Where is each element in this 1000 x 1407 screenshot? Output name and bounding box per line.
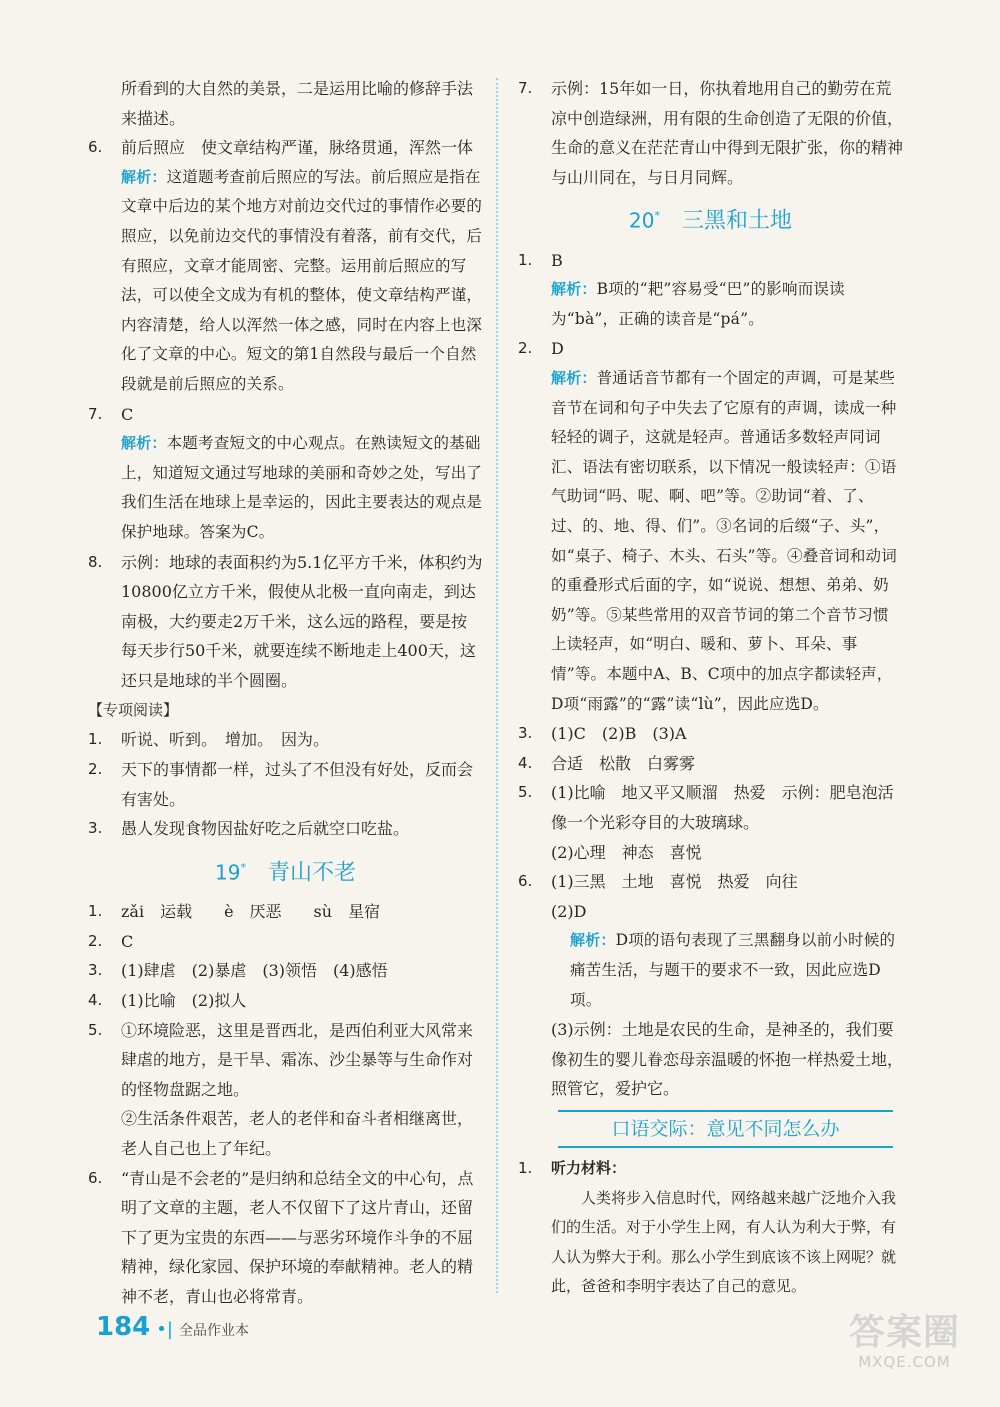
analysis-7 — [88, 429, 483, 547]
analysis-text: 这道题考查前后照应的写法。前后照应是指在文章中后边的某个地方对前边交代过的事情作必要的照应，以免前边交代的事情没有着落，前有交代，后有照应，文章才能周密、完整。运用前后照应的写法，可以使全文成为有机的整体，使文章结构严谨，内容清楚，给人以浑然一体之感，同时在内容上也深化了文章的中心。短文的第1自然段与最后一个自然段就是前后照应的关系。 — [121, 167, 483, 393]
lesson-20-title: 20* 三黑和土地 — [629, 208, 792, 234]
l20-analysis-2: 解析：普通话音节都有一个固定的声调，可是某些音节在词和句子中失去了它原有的声调，读成一种轻轻的调子，这就是轻声。普通话多数轻声同词汇、语法有密切联系，以下情况一般读轻声：①语气助词“吗、呢、啊、吧”等。②助词“着、了、过、的、地、得、们”。③名词的后缀“子、头”，如“桌子、椅子、木头、石头”等。④叠音词和动词的重叠形式后面的字，如“说说、想想、弟弟、奶奶”等。⑤某些常用的双音节词的第二个音节习惯上读轻声，如“明白、暖和、萝卜、耳朵、事情”等。本题中A、B、C项中的加点字都读轻声，D项“雨露”的“露”读“lù”，因此应选D。 — [551, 369, 897, 713]
l20-analysis-1: 解析：B项的“耙”容易受“巴”的影响而误读为“bà”，正确的读音是“pá”。 — [551, 280, 845, 328]
analysis-tag: 解析： — [121, 167, 167, 186]
l20-answer-2: 2. D — [518, 339, 564, 359]
l20-answer-6: 6. (1)三黑 土地 喜悦 热爱 向往 (2)D 解析：D项的语句表现了三黑翻身以前小时候的痛苦生活，与题干的要求不一致，因此应选D项。 (3)示例：土地是农民的生命，是神圣的，我们要像初生的婴儿眷恋母亲温暖的怀抱一样热爱土地，照管它，爱护它。 — [518, 872, 904, 1099]
analysis-6 — [88, 163, 483, 400]
separator-icon: •| — [156, 1319, 173, 1340]
special-answer-3: 3. 愚人发现食物因盐好吃之后就空口吃盐。 — [88, 819, 410, 839]
oral-answer-1: 1. 听力材料： 人类将步入信息时代，网络越来越广泛地介入我们的生活。对于小学生上网，有人认为利大于弊，有人认为弊大于利。那么小学生到底该不该上网呢？就此，爸爸和李明宇表达了自己的意见。 — [518, 1154, 903, 1302]
l19-answer-4: 4. (1)比喻 (2)拟人 — [88, 990, 247, 1010]
page-number: 184 — [96, 1312, 151, 1342]
book-name: 全品作业本 — [178, 1323, 249, 1339]
watermark-url: MXQE.COM — [858, 1353, 951, 1371]
analysis-tag: 解析： — [121, 434, 167, 453]
section-special-reading: 【专项阅读】 — [88, 701, 179, 720]
answer-text: C — [121, 404, 134, 424]
column-divider — [496, 78, 498, 1293]
answer-8 — [88, 548, 483, 696]
analysis-text: 本题考查短文的中心观点。在熟读短文的基础上，知道短文通过写地球的美丽和奇妙之处，写出了我们生活在地球上是幸运的，因此主要表达的观点是保护地球。答案为C。 — [121, 434, 483, 541]
answer-7-right: 7. 示例：15年如一日，你执着地用自己的勤劳在荒凉中创造绿洲，用有限的生命创造了无限的价值，生命的意义在茫茫青山中得到无限扩张，你的精神与山川同在，与日月同辉。 — [518, 79, 904, 187]
lesson-19-title: 19* 青山不老 — [215, 860, 356, 886]
l20-answer-4: 4. 合适 松散 白雾雾 — [518, 753, 696, 773]
answer-text: 示例：地球的表面积约为5.1亿平方千米，体积约为10800亿立方千米，假使从北极一直向南走，到达南极，大约要走2万千米，这么远的路程，要是按每天步行50千米，就要连续不断地走上400天，这还只是地球的半个圆圈。 — [121, 552, 483, 690]
special-answer-2: 2. 天下的事情都一样，过头了不但没有好处，反而会有害处。 — [88, 760, 474, 809]
l20-answer-3: 3. (1)C (2)B (3)A — [518, 724, 687, 744]
listening-material-label: 听力材料： — [551, 1158, 627, 1177]
oral-communication-title: 口语交际：意见不同怎么办 — [558, 1110, 893, 1148]
answer-number: 7. — [88, 404, 103, 423]
q5-continuation: 所看到的大自然的美景，二是运用比喻的修辞手法来描述。 — [121, 79, 474, 128]
right-column — [518, 74, 903, 1302]
answer-number: 8. — [88, 552, 103, 571]
answer-6 — [88, 133, 483, 163]
l19-answer-1: 1. zǎi 运载 è 厌恶 sù 星宿 — [88, 902, 381, 922]
l19-answer-3: 3. (1)肆虐 (2)暴虐 (3)领悟 (4)感悟 — [88, 961, 388, 981]
answer-7 — [88, 400, 483, 430]
l20-answer-1: 1. B — [518, 250, 563, 270]
special-answer-1: 1. 听说、听到。 增加。 因为。 — [88, 730, 330, 750]
answer-number: 6. — [88, 138, 103, 157]
watermark — [849, 1313, 960, 1371]
listening-material-text: 人类将步入信息时代，网络越来越广泛地介入我们的生活。对于小学生上网，有人认为利大于弊，有人认为弊大于利。那么小学生到底该不该上网呢？就此，爸爸和李明宇表达了自己的意见。 — [551, 1188, 897, 1296]
l19-answer-6: 6. “青山是不会老的”是归纳和总结全文的中心句，点明了文章的主题，老人不仅留下了这片青山，还留下了更为宝贵的东西——与恶劣环境作斗争的不屈精神，绿化家园、保护环境的奉献精神。老人的精神不老，青山也必将常青。 — [88, 1168, 474, 1306]
left-column — [88, 74, 483, 1311]
l19-answer-2: 2. C — [88, 931, 134, 951]
page-footer — [96, 1312, 249, 1342]
l20-answer-5: 5. (1)比喻 地又平又顺溜 热爱 示例：肥皂泡活像一个光彩夺目的大玻璃球。 (2)心理 神态 喜悦 — [518, 783, 894, 862]
answer-text: 前后照应 使文章结构严谨，脉络贯通，浑然一体 — [121, 138, 474, 158]
watermark-logo: 答案圈 — [848, 1312, 960, 1353]
l19-answer-5: 5. ①环境险恶，这里是晋西北，是西伯利亚大风常来肆虐的地方，是干旱、霜冻、沙尘暴等与生命作对的怪物盘踞之地。 ②生活条件艰苦，老人的老伴和奋斗者相继离世，老人自己也上了年纪。 — [88, 1020, 474, 1158]
